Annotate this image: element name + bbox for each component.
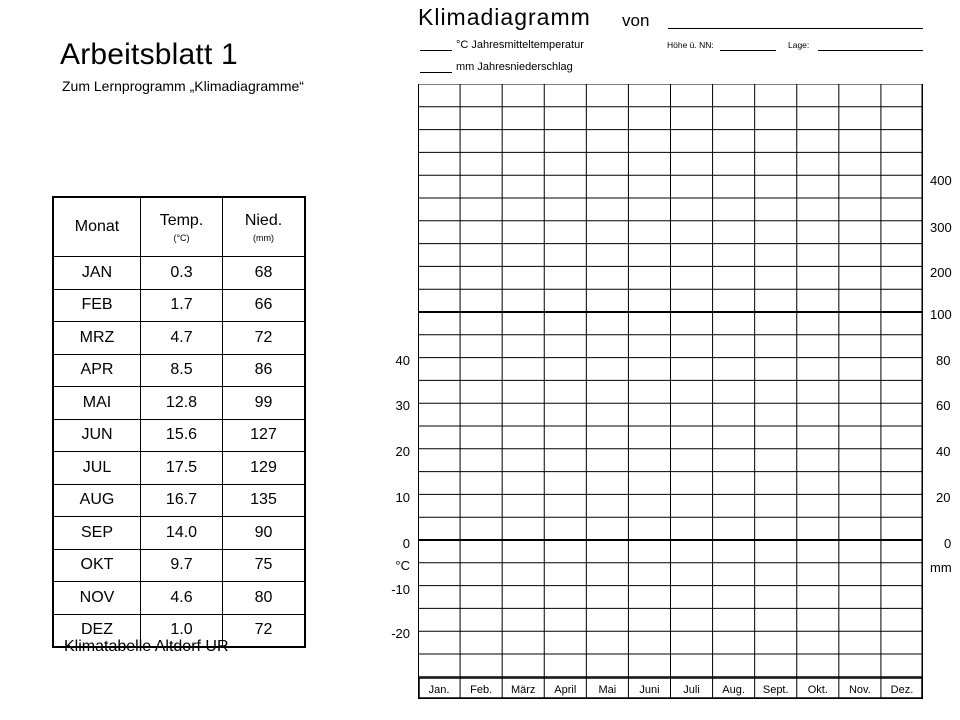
table-row <box>53 549 305 582</box>
cell-temp: 0.3 <box>141 257 223 290</box>
cell-precip: 72 <box>223 614 306 647</box>
right-tick-400: 400 <box>930 173 952 188</box>
header-temp: Temp. (°C) <box>141 197 223 257</box>
right-tick-40: 40 <box>936 444 951 459</box>
month-label: Feb. <box>470 684 493 696</box>
month-label: Aug. <box>722 684 745 696</box>
worksheet-subtitle: Zum Lernprogramm „Klimadiagramme“ <box>62 78 304 94</box>
annual-precip-label: mm Jahresniederschlag <box>456 61 573 73</box>
month-label: Juni <box>639 684 660 696</box>
table-row <box>53 484 305 517</box>
month-label: Mai <box>598 684 617 696</box>
month-label: April <box>554 684 577 696</box>
annual-temp-label: °C Jahresmitteltemperatur <box>456 39 584 51</box>
right-tick-100: 100 <box>930 307 952 322</box>
table-row <box>53 257 305 290</box>
cell-precip: 129 <box>223 452 306 485</box>
left-tick-0: 0 <box>402 536 410 551</box>
right-tick-20: 20 <box>936 490 951 505</box>
cell-precip: 72 <box>223 322 306 355</box>
table-row <box>53 387 305 420</box>
table-body <box>53 257 305 648</box>
right-tick-300: 300 <box>930 220 952 235</box>
location-blank <box>818 50 923 51</box>
month-label: Sept. <box>762 684 789 696</box>
table-caption: Klimatabelle Altdorf UR <box>64 638 229 655</box>
table-row <box>53 322 305 355</box>
month-label: Okt. <box>807 684 828 696</box>
month-label: Nov. <box>848 684 871 696</box>
month-label: März <box>510 684 536 696</box>
table-row <box>53 419 305 452</box>
location-name-line <box>668 28 923 29</box>
cell-temp: 8.5 <box>141 354 223 387</box>
table-row <box>53 582 305 615</box>
table-row <box>53 289 305 322</box>
cell-month: JUL <box>53 452 141 485</box>
header-month: Monat <box>53 197 141 257</box>
header-precip: Nied. (mm) <box>223 197 306 257</box>
cell-temp: 4.7 <box>141 322 223 355</box>
month-label: Dez. <box>890 684 914 696</box>
left-tick-minus20: -20 <box>391 626 410 641</box>
cell-precip: 99 <box>223 387 306 420</box>
cell-month: JUN <box>53 419 141 452</box>
cell-temp: 16.7 <box>141 484 223 517</box>
cell-precip: 75 <box>223 549 306 582</box>
month-label: Jan. <box>428 684 450 696</box>
right-tick-200: 200 <box>930 265 952 280</box>
diagram-title: Klimadiagramm <box>418 4 591 30</box>
cell-month: MRZ <box>53 322 141 355</box>
diagram-grid <box>418 84 923 699</box>
left-tick-minus10: -10 <box>391 582 410 597</box>
cell-precip: 68 <box>223 257 306 290</box>
cell-month: OKT <box>53 549 141 582</box>
cell-precip: 80 <box>223 582 306 615</box>
diagram-von: von <box>622 11 650 30</box>
worksheet-title: Arbeitsblatt 1 <box>60 38 238 71</box>
cell-month: NOV <box>53 582 141 615</box>
right-tick-60: 60 <box>936 398 951 413</box>
cell-temp: 1.0 <box>141 614 223 647</box>
left-tick-30: 30 <box>395 398 410 413</box>
cell-precip: 127 <box>223 419 306 452</box>
left-tick-20: 20 <box>395 444 410 459</box>
cell-precip: 135 <box>223 484 306 517</box>
cell-month: DEZ <box>53 614 141 647</box>
left-tick-40: 40 <box>395 353 410 368</box>
table-row <box>53 452 305 485</box>
cell-month: APR <box>53 354 141 387</box>
cell-temp: 9.7 <box>141 549 223 582</box>
cell-month: AUG <box>53 484 141 517</box>
cell-month: FEB <box>53 289 141 322</box>
cell-temp: 15.6 <box>141 419 223 452</box>
cell-temp: 17.5 <box>141 452 223 485</box>
right-tick-0: 0 <box>944 536 952 551</box>
right-tick-80: 80 <box>936 353 951 368</box>
annual-temp-blank <box>420 50 452 51</box>
left-axis-unit: °C <box>395 558 410 573</box>
annual-precip-blank <box>420 72 452 73</box>
cell-month: JAN <box>53 257 141 290</box>
location-label: Lage: <box>788 40 810 50</box>
cell-temp: 14.0 <box>141 517 223 550</box>
left-tick-10: 10 <box>395 490 410 505</box>
cell-temp: 1.7 <box>141 289 223 322</box>
elevation-label: Höhe ü. NN: <box>667 40 714 50</box>
right-axis-unit: mm <box>930 560 952 575</box>
cell-precip: 90 <box>223 517 306 550</box>
cell-precip: 86 <box>223 354 306 387</box>
elevation-blank <box>720 50 776 51</box>
table-row <box>53 517 305 550</box>
cell-month: SEP <box>53 517 141 550</box>
cell-temp: 4.6 <box>141 582 223 615</box>
cell-month: MAI <box>53 387 141 420</box>
table-row <box>53 354 305 387</box>
table-header-row <box>53 197 305 257</box>
cell-precip: 66 <box>223 289 306 322</box>
cell-temp: 12.8 <box>141 387 223 420</box>
month-label: Juli <box>683 684 700 696</box>
climate-table <box>52 196 306 648</box>
